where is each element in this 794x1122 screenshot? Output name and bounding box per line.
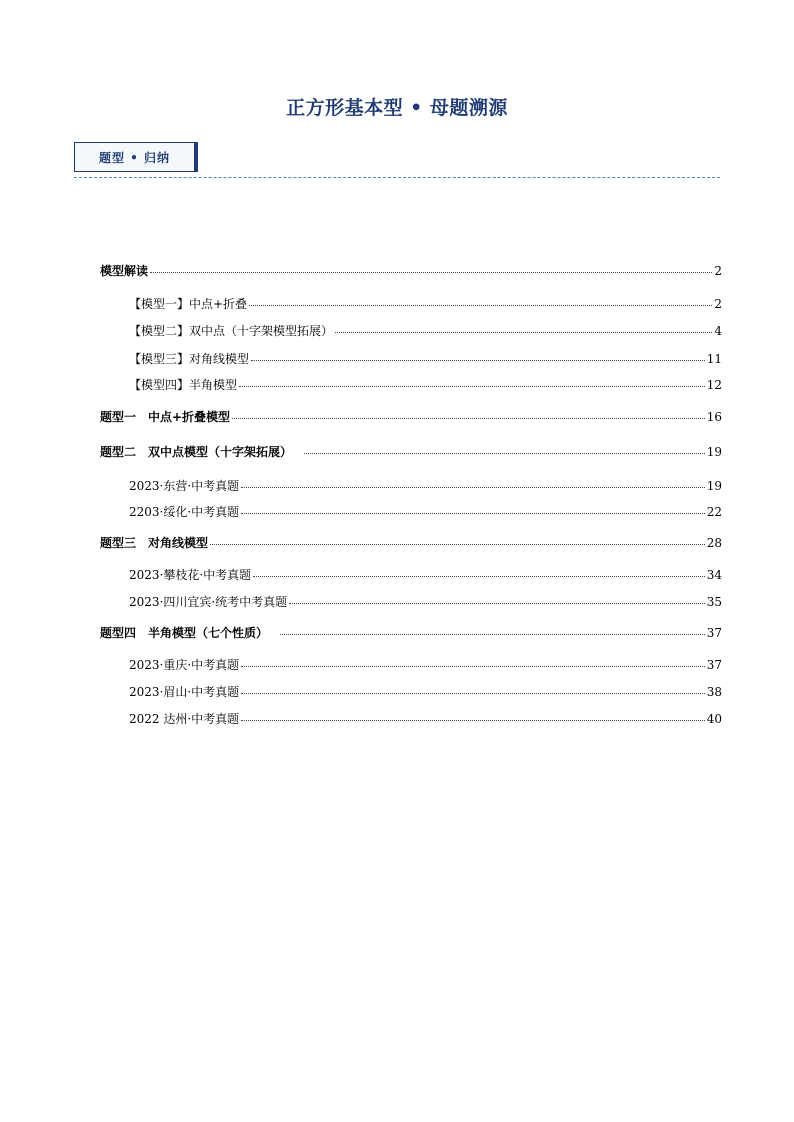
toc-entry[interactable] (129, 351, 722, 367)
toc-entry-label: 2023·重庆·中考真题 (129, 658, 240, 672)
toc-entry[interactable] (129, 377, 722, 393)
toc-entry-label: 2023·攀枝花·中考真题 (129, 568, 252, 582)
toc-entry-label: 【模型四】半角模型 (129, 378, 238, 392)
toc-entry-page: 19 (706, 445, 722, 459)
toc-leader-dots (239, 376, 705, 387)
toc-entry-label: 题型三 对角线模型 (100, 536, 209, 550)
toc-entry-label: 模型解读 (100, 264, 149, 278)
toc-entry[interactable] (129, 684, 722, 700)
toc-leader-dots (249, 295, 712, 306)
toc-entry-page: 37 (706, 658, 722, 672)
toc-entry-label: 2022 达州·中考真题 (129, 712, 240, 726)
toc-entry-label: 题型四 半角模型（七个性质） (100, 626, 269, 640)
toc-entry[interactable] (129, 711, 722, 727)
toc-entry[interactable] (129, 296, 722, 312)
toc-entry-label: 【模型一】中点+折叠 (129, 297, 248, 311)
toc-entry[interactable] (100, 444, 722, 460)
toc-leader-dots (304, 443, 705, 454)
toc-entry-page: 28 (706, 536, 722, 550)
toc-leader-dots (232, 408, 705, 419)
toc-leader-dots (150, 262, 712, 273)
toc-leader-dots (289, 593, 705, 604)
toc-entry-page: 40 (706, 712, 722, 726)
toc-entry-page: 35 (706, 595, 722, 609)
toc-entry-page: 2 (714, 264, 722, 278)
toc-entry-page: 4 (714, 324, 722, 338)
toc-leader-dots (280, 624, 705, 635)
toc-entry-label: 题型一 中点+折叠模型 (100, 410, 231, 424)
toc-entry[interactable] (100, 625, 722, 641)
section-tag (74, 142, 198, 172)
toc-entry-page: 38 (706, 685, 722, 699)
toc-entry-label: 2203·绥化·中考真题 (129, 505, 240, 519)
toc-entry-page: 12 (706, 378, 722, 392)
toc-entry-page: 22 (706, 505, 722, 519)
toc-entry-page: 11 (706, 352, 722, 366)
toc-leader-dots (241, 503, 705, 514)
toc-leader-dots (241, 683, 705, 694)
toc-leader-dots (335, 322, 712, 333)
toc-entry-label: 【模型二】双中点（十字架模型拓展） (129, 324, 334, 338)
toc-entry[interactable] (100, 409, 722, 425)
toc-entry[interactable] (129, 567, 722, 583)
toc-leader-dots (251, 350, 705, 361)
toc-entry[interactable] (129, 594, 722, 610)
toc-entry[interactable] (100, 263, 722, 279)
toc-entry[interactable] (129, 657, 722, 673)
document-title: 正方形基本型 • 母题溯源 (286, 97, 508, 119)
toc-entry-label: 题型二 双中点模型（十字架拓展） (100, 445, 293, 459)
toc-entry-label: 【模型三】对角线模型 (129, 352, 250, 366)
toc-entry[interactable] (100, 535, 722, 551)
toc-entry-label: 2023·眉山·中考真题 (129, 685, 240, 699)
toc-leader-dots (241, 477, 705, 488)
toc-entry-label: 2023·四川宜宾·统考中考真题 (129, 595, 288, 609)
toc-entry-page: 37 (706, 626, 722, 640)
toc-entry[interactable] (129, 323, 722, 339)
toc-leader-dots (210, 534, 705, 545)
toc-leader-dots (241, 710, 705, 721)
toc-entry-page: 16 (706, 410, 722, 424)
section-tag-label: 题型 • 归纳 (98, 150, 171, 165)
toc-entry[interactable] (129, 478, 722, 494)
toc-entry[interactable] (129, 504, 722, 520)
toc-leader-dots (253, 566, 705, 577)
toc-entry-page: 2 (714, 297, 722, 311)
toc-entry-page: 19 (706, 479, 722, 493)
header-divider (74, 177, 720, 178)
toc-entry-label: 2023·东营·中考真题 (129, 479, 240, 493)
toc-leader-dots (241, 656, 705, 667)
toc-entry-page: 34 (706, 568, 722, 582)
